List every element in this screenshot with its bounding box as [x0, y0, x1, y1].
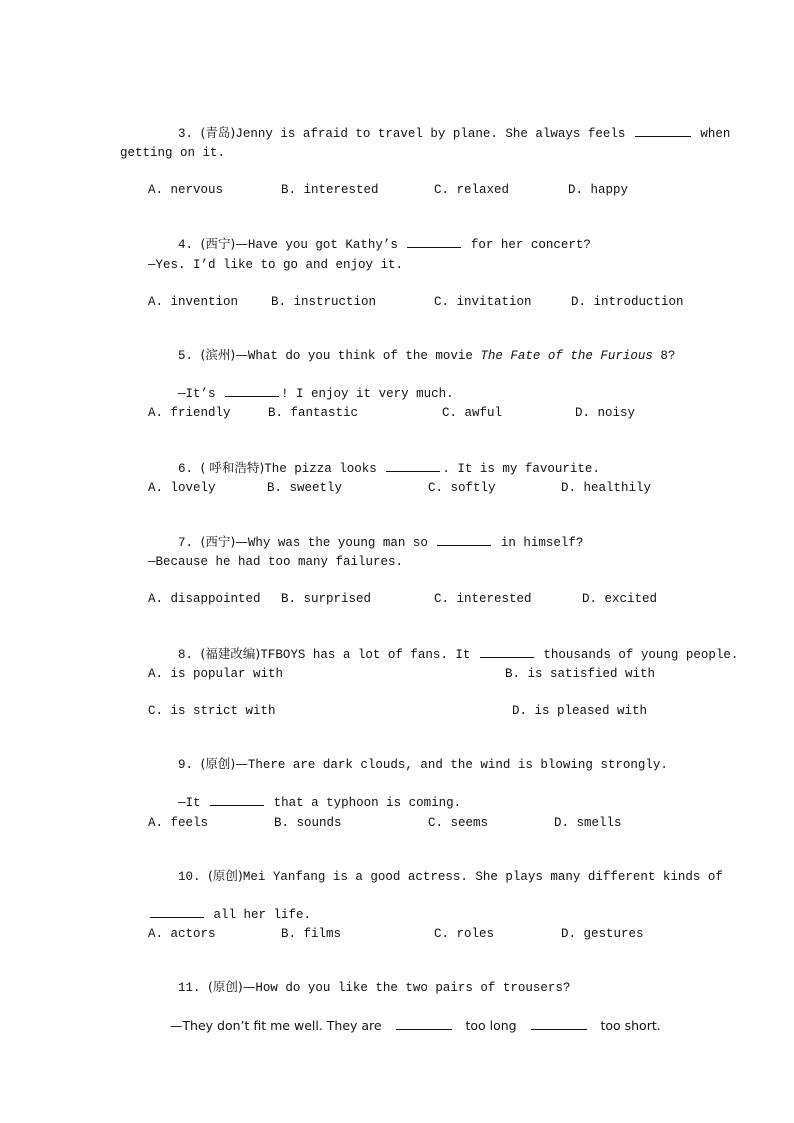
q11-blank-1 — [396, 1017, 452, 1030]
q8-option-a: A. is popular with — [148, 667, 284, 681]
q9-reply-start: —It — [178, 796, 201, 810]
q3-option-d: D. happy — [568, 183, 629, 197]
q5-dash: — — [235, 347, 248, 362]
q5-stem — [148, 331, 676, 363]
q7-option-c: C. interested — [434, 592, 532, 606]
q5-blank — [225, 384, 279, 397]
q6-option-d: D. healthily — [561, 481, 652, 495]
q9-number: 9. — [178, 758, 194, 772]
q6-source-tag: ( 呼和浩特) — [200, 460, 265, 475]
q3-stem-continued: getting on it. — [120, 146, 226, 160]
q5-reply — [148, 368, 454, 401]
q11-source-tag: (原创) — [208, 979, 243, 994]
q10-option-b: B. films — [281, 927, 342, 941]
q11-reply-end: too short. — [600, 1018, 661, 1033]
q9-option-c: C. seems — [428, 816, 489, 830]
q5-option-c: C. awful — [442, 406, 503, 420]
q3-stem-text: Jenny is afraid to travel by plane. She always feels — [235, 127, 626, 141]
q8-stem-end: thousands of young people. — [543, 648, 739, 662]
q3-source-tag: (青岛) — [200, 125, 236, 140]
q7-blank — [437, 533, 491, 546]
q9-option-d: D. smells — [554, 816, 622, 830]
q9-dash: — — [235, 756, 248, 771]
q7-stem-end: in himself? — [500, 536, 584, 550]
q5-movie-title: The Fate of the Furious — [480, 349, 653, 363]
q7-option-d: D. excited — [582, 592, 658, 606]
q9-source-tag: (原创) — [200, 756, 236, 771]
q8-stem-text: TFBOYS has a lot of fans. It — [260, 648, 471, 662]
q4-option-c: C. invitation — [434, 295, 532, 309]
q9-reply — [148, 777, 462, 810]
q6-stem — [148, 443, 600, 476]
q6-stem-end: . It is my favourite. — [442, 462, 600, 476]
q3-option-a: A. nervous — [148, 183, 224, 197]
q5-option-a: A. friendly — [148, 406, 231, 420]
q10-blank — [150, 905, 204, 918]
q4-source-tag: (西宁) — [200, 236, 236, 251]
q10-stem-end: all her life. — [213, 908, 312, 922]
q10-stem-continued — [120, 889, 312, 922]
q9-stem — [148, 740, 668, 772]
q10-option-c: C. roles — [434, 927, 495, 941]
q3-stem — [148, 108, 731, 141]
q5-reply-end: ! I enjoy it very much. — [281, 387, 454, 401]
q11-reply-mid: too long — [465, 1018, 517, 1033]
q10-source-tag: (原创) — [208, 868, 243, 883]
q3-option-b: B. interested — [281, 183, 379, 197]
q5-reply-start: —It’s — [178, 387, 216, 401]
q8-option-b: B. is satisfied with — [505, 667, 656, 681]
q4-stem — [148, 219, 591, 252]
q9-option-b: B. sounds — [274, 816, 342, 830]
q3-stem-end: when — [700, 127, 731, 141]
q10-option-a: A. actors — [148, 927, 216, 941]
q8-number: 8. — [178, 648, 194, 662]
q10-number: 10. — [178, 870, 201, 884]
q7-dash: — — [235, 534, 248, 549]
q10-option-d: D. gestures — [561, 927, 644, 941]
q9-blank — [210, 793, 264, 806]
q4-stem-text: Have you got Kathy’s — [247, 238, 398, 252]
q11-reply — [154, 1001, 661, 1033]
q7-option-a: A. disappointed — [148, 592, 261, 606]
q11-dash: — — [242, 979, 256, 994]
q10-stem-text: Mei Yanfang is a good actress. She plays many different kinds of — [242, 870, 723, 884]
q6-blank — [386, 459, 440, 472]
q4-stem-end: for her concert? — [470, 238, 591, 252]
q5-number: 5. — [178, 349, 194, 363]
q7-stem-text: Why was the young man so — [247, 536, 428, 550]
q4-option-d: D. introduction — [571, 295, 684, 309]
q7-source-tag: (西宁) — [200, 534, 236, 549]
q7-option-b: B. surprised — [281, 592, 372, 606]
q7-stem — [148, 517, 584, 550]
q6-option-c: C. softly — [428, 481, 496, 495]
q8-blank — [480, 645, 534, 658]
q7-reply: —Because he had too many failures. — [148, 555, 404, 569]
q11-stem-text: How do you like the two pairs of trousers? — [255, 981, 571, 995]
q7-number: 7. — [178, 536, 194, 550]
q4-blank — [407, 235, 461, 248]
q5-option-b: B. fantastic — [268, 406, 359, 420]
q6-number: 6. — [178, 462, 194, 476]
q11-reply-start: —They don’t fit me well. They are — [169, 1018, 382, 1033]
q4-option-a: A. invention — [148, 295, 239, 309]
q3-blank — [635, 124, 691, 137]
q8-option-c: C. is strict with — [148, 704, 276, 718]
q8-source-tag: (福建改编) — [200, 646, 261, 661]
q5-stem-text: What do you think of the movie — [247, 349, 473, 363]
q6-stem-text: The pizza looks — [264, 462, 377, 476]
q5-option-d: D. noisy — [575, 406, 636, 420]
q11-number: 11. — [178, 981, 201, 995]
q9-option-a: A. feels — [148, 816, 209, 830]
q11-stem — [148, 963, 571, 995]
q6-option-b: B. sweetly — [267, 481, 343, 495]
q3-option-c: C. relaxed — [434, 183, 510, 197]
q11-blank-2 — [531, 1017, 587, 1030]
q9-stem-text: There are dark clouds, and the wind is blowing strongly. — [247, 758, 668, 772]
q6-option-a: A. lovely — [148, 481, 216, 495]
q5-stem-end: 8? — [660, 349, 676, 363]
q8-stem — [148, 629, 739, 662]
q4-dash: — — [235, 236, 248, 251]
q3-number: 3. — [178, 127, 194, 141]
q9-reply-end: that a typhoon is coming. — [273, 796, 462, 810]
q8-option-d: D. is pleased with — [512, 704, 648, 718]
q4-number: 4. — [178, 238, 194, 252]
q5-source-tag: (滨州) — [200, 347, 236, 362]
q4-reply: —Yes. I’d like to go and enjoy it. — [148, 258, 404, 272]
q10-stem — [148, 852, 723, 884]
q4-option-b: B. instruction — [271, 295, 377, 309]
